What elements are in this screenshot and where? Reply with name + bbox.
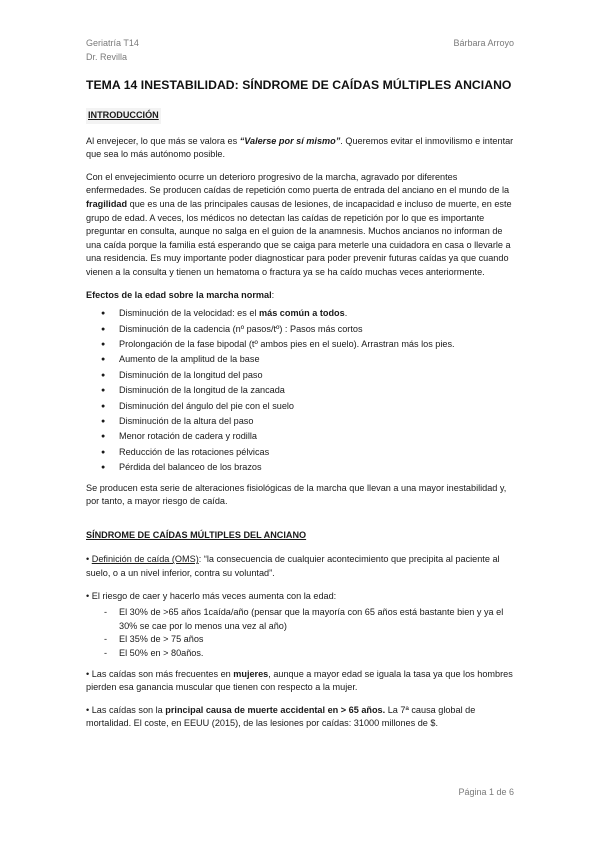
list-item: - El 50% en > 80años. [86,647,516,661]
intro-paragraph-1 [86,135,516,162]
intro-p2-fragility: fragilidad [86,198,128,209]
definition-label: Definición de caída (OMS) [91,554,199,565]
intro-p2-text-end: que es una de las principales causas de lesiones, de incapacidad e incluso de muerte, en este grupo de edad. A veces, los médicos no detectan las caídas de repetición por lo que es importante preguntar en consulta, aunque no salga en el guion de la anamnesis. Muchos ancianos no informan de una caída porque la familia está esperando que se caiga para meterle una cuidadora en casa o llevarle a una residencia. Es muy importante poder diagnosticar para poder prevenir futuras caídas ya que cuando vienen a la consulta y tienen un hematoma o fractura ya se ha caído muchas veces anteriormente. [86,198,512,277]
death-emphasis: principal causa de muerte accidental en > 65 años. [165,704,386,715]
effects-heading-text: Efectos de la edad sobre la marcha normal [86,289,272,300]
list-item: ● Disminución de la cadencia (nº pasos/tº) : Pasos más cortos [86,322,516,337]
list-item: ● Disminución de la longitud de la zancada [86,383,516,398]
definition-paragraph: • Definición de caída (OMS): “la consecuencia de cualquier acontecimiento que precipita al paciente al suelo, o a un nivel inferior, contra su voluntad”. [86,554,500,578]
header-author: Bárbara Arroyo [453,38,514,48]
list-item: ● Disminución de la velocidad: es el más común a todos. [86,306,516,321]
list-item: ● Disminución de la longitud del paso [86,368,516,383]
page-number: Página 1 de 6 [458,787,514,797]
list-item: ● Prolongación de la fase bipodal (tº ambos pies en el suelo). Arrastran más los pies. [86,337,516,352]
intro-paragraph-3: Se producen esta serie de alteraciones fisiológicas de la marcha que llevan a una mayor inestabilidad y, por tanto, a mayor riesgo de caída. [86,482,507,507]
document-body [86,108,516,740]
document-title: TEMA 14 INESTABILIDAD: SÍNDROME DE CAÍDAS MÚLTIPLES ANCIANO [86,78,512,92]
death-paragraph: • Las caídas son la principal causa de muerte accidental en > 65 años. La 7ª causa global de mortalidad. El coste, en EEUU (2015), de las lesiones por caídas: 31000 millones de $. [86,704,476,729]
list-item: ● Pérdida del balanceo de los brazos [86,460,516,475]
risk-list [86,606,516,660]
intro-p1-quote: “Valerse por sí mismo” [239,135,341,146]
list-item: ● Disminución del ángulo del pie con el suelo [86,399,516,414]
effects-heading [86,289,516,303]
intro-heading: INTRODUCCIÓN [86,108,161,124]
intro-paragraph-2 [86,171,516,280]
intro-section [86,108,516,509]
list-item: ● Aumento de la amplitud de la base [86,352,516,367]
intro-p1-text-end: . Queremos evitar el inmovilismo e intentar que sea lo más autónomo posible. [86,135,514,160]
effects-list [86,306,516,475]
women-paragraph: • Las caídas son más frecuentes en mujeres, aunque a mayor edad se iguala la tasa ya que los hombres pierden esa ganancia muscular que tienen con respecto a la mujer. [86,668,513,693]
list-item: - El 35% de > 75 años [86,633,516,647]
list-item: ● Menor rotación de cadera y rodilla [86,429,516,444]
header-left [86,36,139,64]
syndrome-section [86,529,516,731]
effects-heading-colon: : [271,289,275,300]
list-item: ● Disminución de la altura del paso [86,414,516,429]
definition-text: : “la consecuencia de cualquier acontecimiento que precipita al paciente al suelo, o a un nivel inferior, contra su voluntad”. [86,554,500,578]
intro-p1-text: Al envejecer, lo que más se valora es [86,135,240,146]
header-course: Geriatría T14 [86,38,139,48]
list-item: ● Reducción de las rotaciones pélvicas [86,445,516,460]
risk-paragraph: • El riesgo de caer y hacerlo más veces aumenta con la edad: [86,590,337,601]
syndrome-heading: SÍNDROME DE CAÍDAS MÚLTIPLES DEL ANCIANO [86,529,307,540]
women-emphasis: mujeres [233,668,269,679]
intro-p2-text: Con el envejecimiento ocurre un deterioro progresivo de la marcha, agravado por diferentes enfermedades. Se producen caídas de repetición como puerta de entrada del anciano en el mundo de la [86,171,510,196]
list-item: - El 30% de >65 años 1caída/año (pensar que la mayoría con 65 años está bastante bien y ya el 30% se cae por lo menos una vez al año) [86,606,516,633]
header-doctor: Dr. Revilla [86,52,128,62]
